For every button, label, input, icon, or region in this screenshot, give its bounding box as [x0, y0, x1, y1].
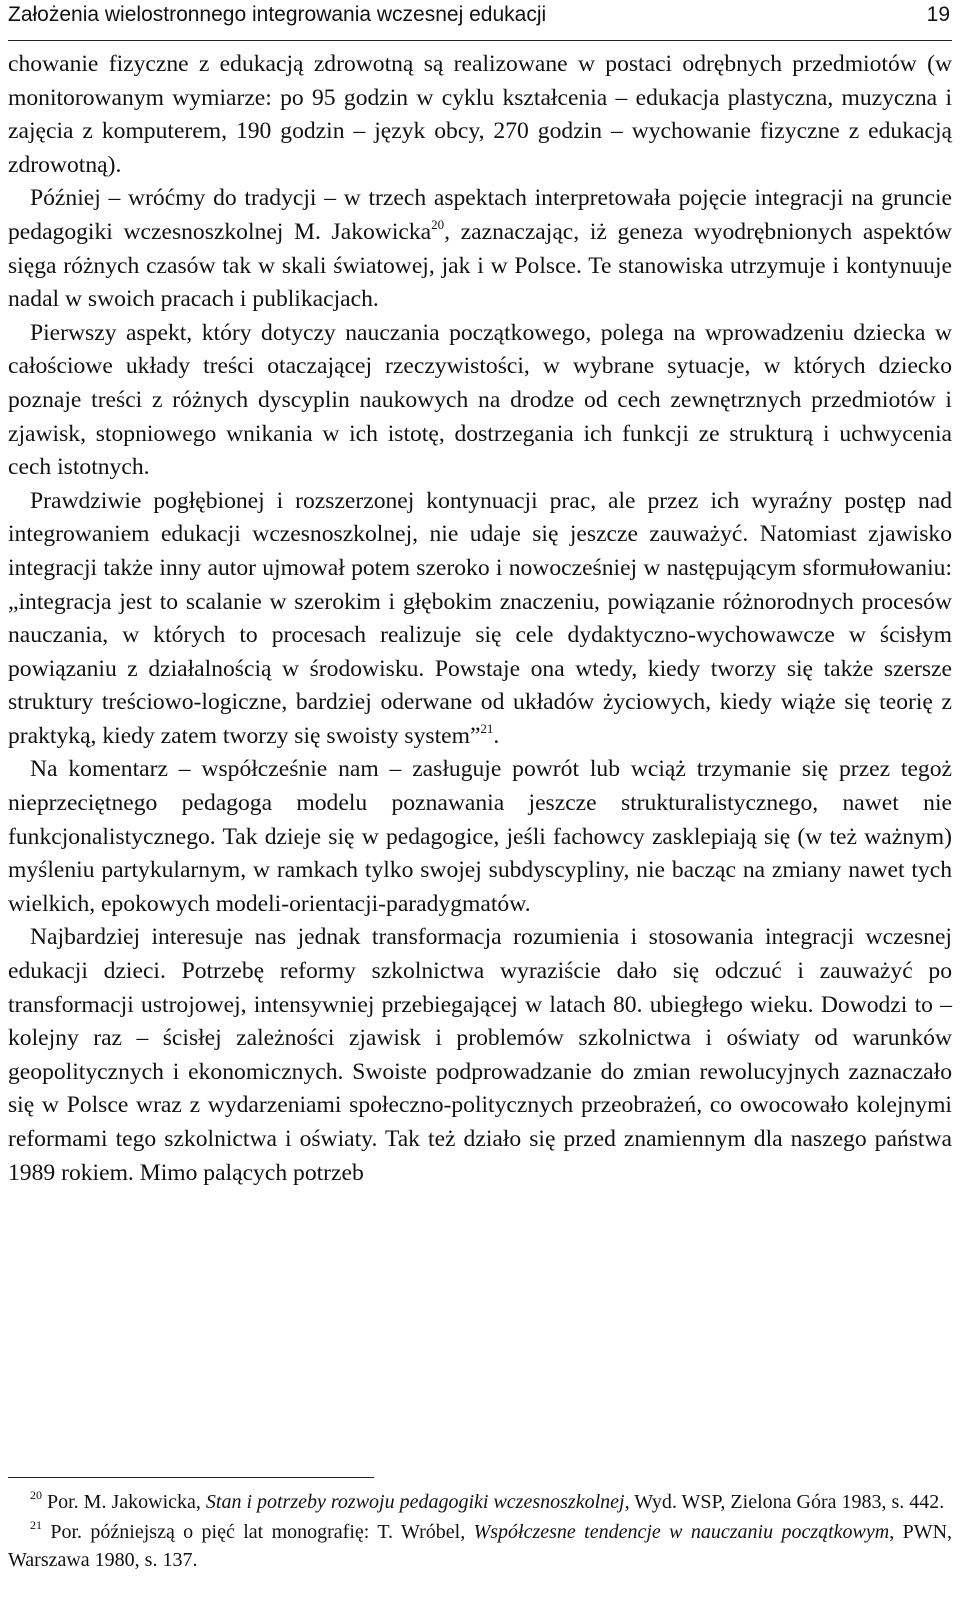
paragraph-text: , zaznaczając, iż geneza wyodrębnionych aspektów sięga różnych czasów tak w skali światowej, jak i w Polsce. Te stanowiska utrzymuje i kontynuuje nadal w swoich pracach i publikacjach. — [8, 218, 952, 313]
footnote-21 — [8, 1518, 952, 1574]
paragraph-text: chowanie fizyczne z edukacją zdrowotną są realizowane w postaci odrębnych przedmiotów (w monitorowanym wymiarze: po 95 godzin w cyklu kształcenia – edukacja plastyczna, muzyczna i zajęcia z komputerem, 190 godzin – język obcy, 270 godzin – wychowanie fizyczne z edukacją zdrowotną). — [8, 51, 952, 178]
paragraph — [8, 753, 952, 921]
page-number: 19 — [926, 3, 950, 26]
paragraph-text: Pierwszy aspekt, który dotyczy nauczania początkowego, polega na wprowadzeniu dziecka w całościowe układy treści otaczającej rzeczywistości, w wybrane sytuacje, w których dziecko poznaje treści z różnych dyscyplin naukowych na drodze od cech zewnętrznych przedmiotów i zjawisk, stopniowego wnikania w ich istotę, dostrzegania ich funkcji ze strukturą i uchwycenia cech istotnych. — [8, 319, 952, 481]
footnote-text: Por. późniejszą o pięć lat monografię: T. Wróbel, — [50, 1521, 474, 1543]
footnote-book-title: Stan i potrzeby rozwoju pedagogiki wczesnoszkolnej, — [205, 1491, 630, 1513]
paragraph-text: Na komentarz – współcześnie nam – zasługuje powrót lub wciąż trzymanie się przez tegoż nieprzeciętnego pedagoga modelu poznawania jeszcze strukturalistycznego, nawet nie funkcjonalistycznego. Tak dzieje się w pedagogice, jeśli fachowcy zasklepiają się (w też ważnym) myśleniu partykularnym, w ramkach tylko swojej subdyscypliny, nie bacząc na zmiany nawet tych wielkich, epokowych modeli-orientacji-paradygmatów. — [8, 756, 952, 917]
footnote-number: 20 — [30, 1488, 42, 1502]
paragraph — [8, 317, 952, 485]
paragraph-text: Później – wróćmy do tradycji – w trzech aspektach interpretowała pojęcie integracji na gruncie pedagogiki wczesnoszkolnej M. Jakowicka — [8, 185, 952, 245]
paragraph — [8, 921, 952, 1190]
paragraph — [8, 182, 952, 316]
footnote-divider — [8, 1477, 374, 1478]
paragraph — [8, 48, 952, 182]
footnote-text: Wyd. WSP, Zielona Góra 1983, s. 442. — [629, 1491, 945, 1513]
main-text — [8, 48, 952, 1190]
paragraph — [8, 485, 952, 754]
footnotes — [8, 1488, 952, 1576]
running-title: Założenia wielostronnego integrowania wczesnej edukacji — [8, 3, 547, 26]
footnote-ref-21[interactable]: 21 — [480, 720, 494, 736]
paragraph-text: Najbardziej interesuje nas jednak transformacja rozumienia i stosowania integracji wczesnej edukacji dzieci. Potrzebę reformy szkolnictwa wyraziście dało się odczuć i zauważyć po transformacji ustrojowej, intensywniej przebiegającej w latach 80. ubiegłego wieku. Dowodzi to – kolejny raz – ścisłej zależności zjawisk i problemów szkolnictwa i oświaty od warunków geopolitycznych i ekonomicznych. Swoiste podprowadzanie do zmian rewolucyjnych zaznaczało się w Polsce wraz z wydarzeniami społeczno-politycznych przeobrażeń, co owocowało kolejnymi reformami tego szkolnictwa i oświaty. Tak też działo się przed znamiennym dla naszego państwa 1989 rokiem. Mimo palących potrzeb — [8, 924, 952, 1186]
footnote-number: 21 — [30, 1518, 42, 1532]
footnote-ref-20[interactable]: 20 — [431, 216, 445, 232]
page-header — [8, 0, 952, 41]
paragraph-text: . — [493, 722, 500, 749]
footnote-text: , PWN, Warszawa 1980, s. 137. — [8, 1521, 953, 1571]
footnote-book-title: Współczesne tendencje w nauczaniu początkowym — [473, 1521, 890, 1543]
paragraph-text: Prawdziwie pogłębionej i rozszerzonej kontynuacji prac, ale przez ich wyraźny postęp nad integrowaniem edukacji wczesnoszkolnej, nie udaje się jeszcze zauważyć. Natomiast zjawisko integracji także inny autor ujmował potem szeroko i nowocześniej w następującym sformułowaniu: „integracja jest to scalanie w szerokim i głębokim znaczeniu, powiązanie różnorodnych procesów nauczania, w których to procesach realizuje się cele dydaktyczno-wychowawcze w ścisłym powiązaniu z działalnością w środowisku. Powstaje ona wtedy, kiedy tworzy się także szersze struktury treściowo-logiczne, bardziej oderwane od układów życiowych, kiedy wiąże się teorię z praktyką, kiedy zatem tworzy się swoisty system” — [8, 487, 952, 749]
footnote-text: Por. M. Jakowicka, — [47, 1491, 206, 1513]
footnote-20 — [8, 1488, 952, 1516]
